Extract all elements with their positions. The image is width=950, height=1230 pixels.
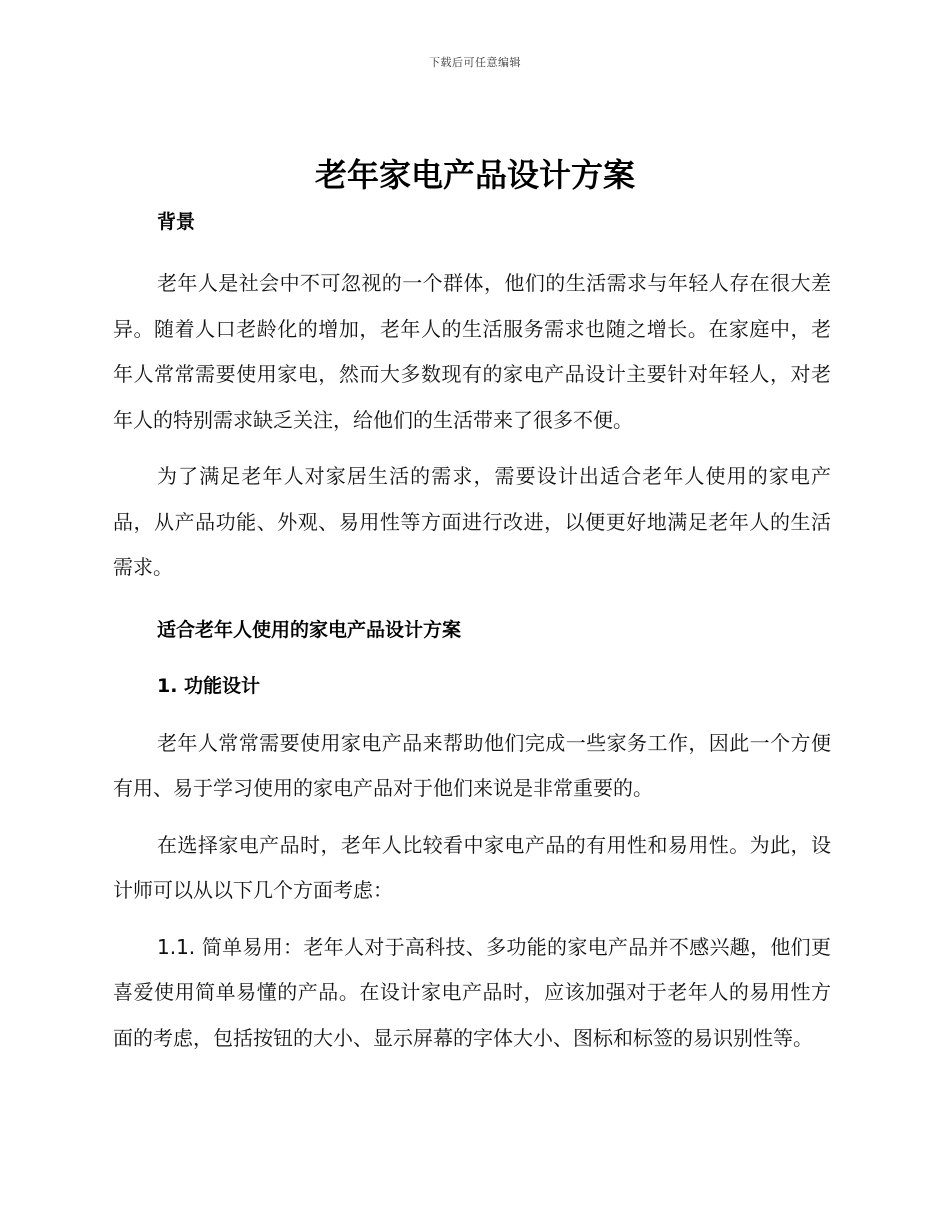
section-heading-background: 背景: [157, 211, 196, 233]
document-title: 老年家电产品设计方案: [314, 156, 635, 194]
paragraph-background-1: 老年人是社会中不可忽视的一个群体，他们的生活需求与年轻人存在很大差异。随着人口老龄化的增加，老年人的生活服务需求也随之增长。在家庭中，老年人常常需要使用家电，然而大多数现有的家电产品设计主要针对年轻人，对老年人的特别需求缺乏关注，给他们的生活带来了很多不便。: [113, 271, 831, 432]
paragraph-function-2: 在选择家电产品时，老年人比较看中家电产品的有用性和易用性。为此，设计师可以从以下几个方面考虑：: [113, 832, 831, 902]
section-heading-function-design: 1. 功能设计: [157, 674, 261, 697]
paragraph-function-1: 老年人常常需要使用家电产品来帮助他们完成一些家务工作，因此一个方便有用、易于学习使用的家电产品对于他们来说是非常重要的。: [113, 730, 831, 800]
paragraph-background-2: 为了满足老年人对家居生活的需求，需要设计出适合老年人使用的家电产品，从产品功能、外观、易用性等方面进行改进，以便更好地满足老年人的生活需求。: [113, 464, 831, 579]
paragraph-function-3: 1.1. 简单易用：老年人对于高科技、多功能的家电产品并不感兴趣，他们更喜爱使用简单易懂的产品。在设计家电产品时，应该加强对于老年人的易用性方面的考虑，包括按钮的大小、显示屏幕的字体大小、图标和标签的易识别性等。: [113, 934, 831, 1050]
document-body: [113, 205, 831, 1061]
section-heading-scheme: 适合老年人使用的家电产品设计方案: [157, 618, 462, 641]
header-note: 下载后可任意编辑: [429, 56, 521, 69]
